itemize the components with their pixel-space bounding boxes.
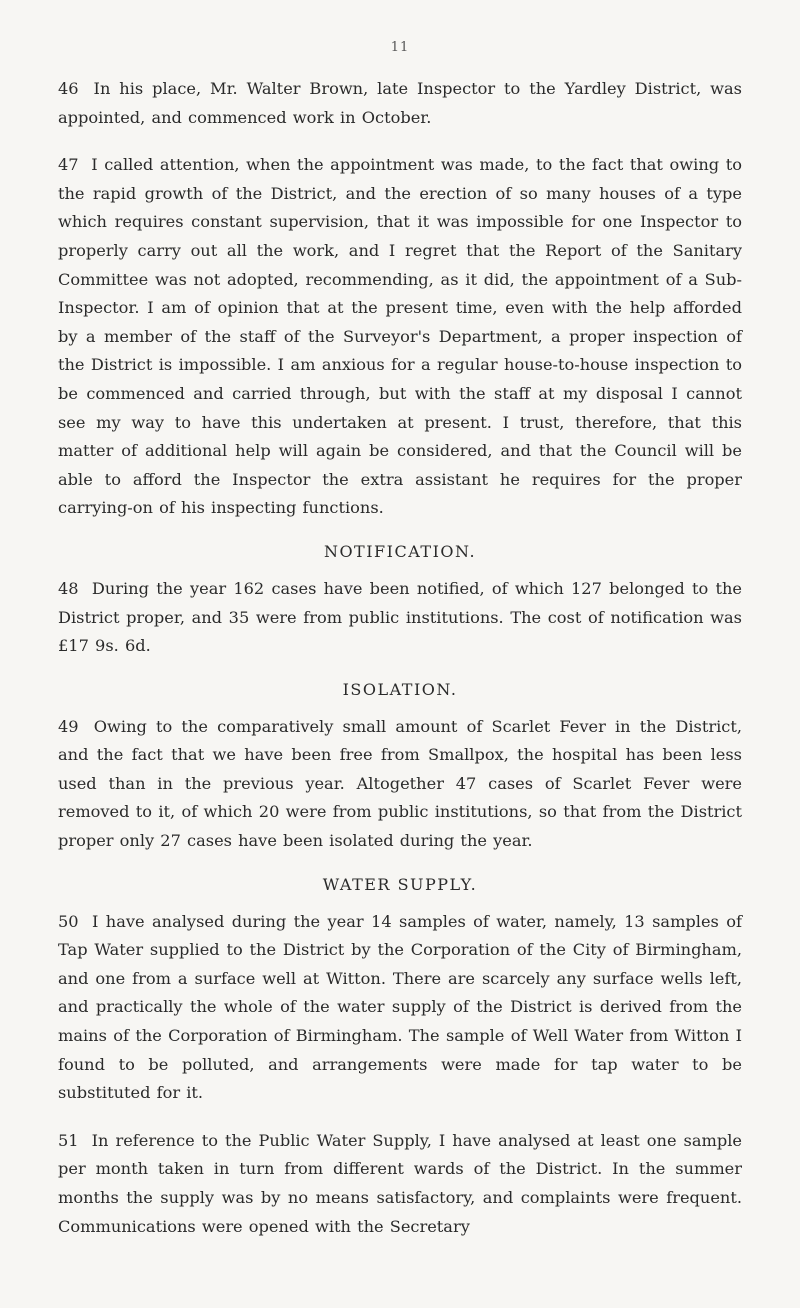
paragraph-51 bbox=[58, 1127, 742, 1241]
paragraph-47 bbox=[58, 151, 742, 523]
paragraph-number: 50 bbox=[58, 911, 79, 931]
paragraph-text: Owing to the comparatively small amount of Scarlet Fever in the District, and the fact that we have been free from Smallpox, the hospital has been less used than in the previous year. Altogether 47 cases of Scarlet Fever were removed to it, of which 20 were from public institutions, so that from the District proper only 27 cases have been isolated during the year. bbox=[58, 716, 742, 851]
notification-heading: NOTIFICATION. bbox=[323, 541, 477, 561]
document-page bbox=[58, 40, 742, 1260]
page-number: 11 bbox=[390, 40, 410, 55]
paragraph-50 bbox=[58, 908, 742, 1108]
water-supply-heading: WATER SUPPLY. bbox=[322, 874, 478, 894]
paragraph-text: In his place, Mr. Walter Brown, late Inspector to the Yardley District, was appointed, and commenced work in October. bbox=[58, 79, 742, 127]
paragraph-number: 47 bbox=[58, 155, 79, 175]
paragraph-49 bbox=[58, 713, 742, 856]
paragraph-number: 51 bbox=[58, 1130, 79, 1150]
paragraph-number: 48 bbox=[58, 578, 79, 598]
paragraph-number: 49 bbox=[58, 716, 79, 736]
isolation-heading: ISOLATION. bbox=[342, 679, 458, 699]
paragraph-text: During the year 162 cases have been notified, of which 127 belonged to the District proper, and 35 were from public institutions. The cost of notification was £17 9s. 6d. bbox=[58, 578, 742, 656]
paragraph-46 bbox=[58, 75, 742, 132]
paragraph-48 bbox=[58, 575, 742, 661]
paragraph-text: In reference to the Public Water Supply, I have analysed at least one sample per month taken in turn from different wards of the District. In the summer months the supply was by no means satisfactory, and complaints were frequent. Communications were opened with the Secretary bbox=[58, 1130, 742, 1236]
paragraph-text: I called attention, when the appointment was made, to the fact that owing to the rapid growth of the District, and the erection of so many houses of a type which requires constant supervision, that it was impossible for one Inspector to properly carry out all the work, and I regret that the Report of the Sanitary Committee was not adopted, recommending, as it did, the appointment of a Sub-Inspector. I am of opinion that at the present time, even with the help afforded by a member of the staff of the Surveyor's Department, a proper inspection of the District is impossible. I am anxious for a regular house-to-house inspection to be commenced and carried through, but with the staff at my disposal I cannot see my way to have this undertaken at present. I trust, therefore, that this matter of additional help will again be considered, and that the Council will be able to afford the Inspector the extra assistant he requires for the proper carrying-on of his inspecting functions. bbox=[58, 155, 742, 518]
paragraph-number: 46 bbox=[58, 79, 79, 98]
paragraph-text: I have analysed during the year 14 samples of water, namely, 13 samples of Tap Water supplied to the District by the Corporation of the City of Birmingham, and one from a surface well at Witton. There are scarcely any surface wells left, and practically the whole of the water supply of the District is derived from the mains of the Corporation of Birmingham. The sample of Well Water from Witton I found to be polluted, and arrangements were made for tap water to be substituted for it. bbox=[58, 911, 742, 1103]
